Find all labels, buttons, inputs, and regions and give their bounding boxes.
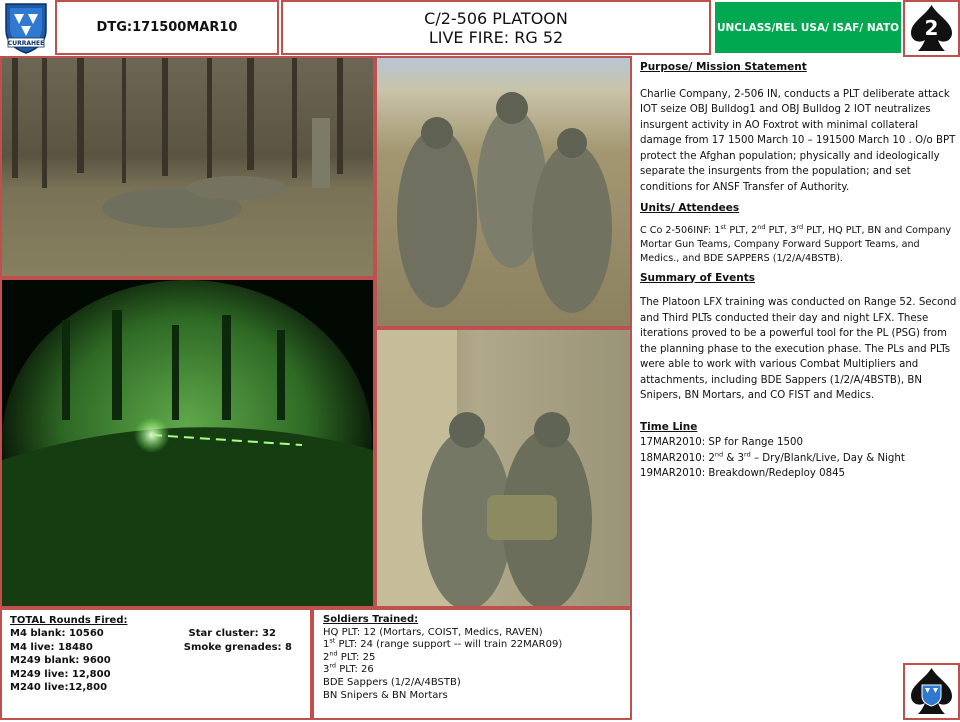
photo-soldiers-prone-firing	[0, 56, 375, 278]
spade-icon	[905, 2, 958, 55]
photo-night-vision-fire	[0, 278, 375, 608]
title-line-2: LIVE FIRE: RG 52	[428, 27, 564, 47]
soldiers-trained-box	[312, 608, 632, 720]
units-body: C Co 2-506INF: 1st PLT, 2nd PLT, 3rd PLT, HQ PLT, BN and Company Mortar Gun Teams, Company Forward Support Teams, and Medics., and BDE SAPPERS (1/2/A/4BSTB).	[640, 222, 952, 264]
photo-mortar-team	[375, 56, 632, 328]
bde-sappers: BDE Sappers (1/2/A/4BSTB)	[323, 676, 461, 688]
bn-snipers: BN Snipers & BN Mortars	[323, 689, 448, 701]
page-title-box	[281, 0, 711, 55]
rounds-fired-box	[0, 608, 312, 720]
timeline-line-1: 17MAR2010: SP for Range 1500	[640, 437, 803, 448]
plt-3: 3rd PLT: 26	[323, 662, 374, 676]
m249-live: M249 live: 12,800	[10, 668, 111, 680]
spade-number: 2	[924, 16, 939, 40]
units-heading: Units/ Attendees	[640, 202, 740, 214]
crest-motto: CURRAHEE	[7, 40, 45, 47]
spade-logo-top	[903, 0, 960, 57]
purpose-body: Charlie Company, 2-506 IN, conducts a PLT deliberate attack IOT seize OBJ Bulldog1 and OBJ Bulldog 2 IOT neutralizes insurgent activity in AO Foxtrot with minimal collateral damage from 17 1500 March 10 – 191500 March 10 . O/o BPT protect the Afghan population; physically and ideologically separate the insurgents from the population; and set conditions for ANSF Transfer of Authority.	[640, 88, 956, 193]
summary-heading: Summary of Events	[640, 271, 756, 284]
timeline-line-2: 18MAR2010: 2nd & 3rd – Dry/Blank/Live, Day & Night	[640, 450, 905, 464]
spade-crest-icon	[905, 665, 958, 718]
soldiers-heading: Soldiers Trained:	[323, 614, 419, 625]
m249-blank: M249 blank: 9600	[10, 655, 111, 667]
plt-1: 1st PLT: 24 (range support -- will train 22MAR09)	[323, 636, 563, 651]
timeline-heading: Time Line	[640, 420, 698, 433]
purpose-heading: Purpose/ Mission Statement	[640, 61, 807, 73]
m240-live: M240 live:12,800	[10, 682, 108, 694]
rounds-heading: TOTAL Rounds Fired:	[10, 615, 128, 626]
m4-live: M4 live: 18480	[10, 641, 93, 653]
photo-casualty-evacuation	[375, 328, 632, 608]
mission-text-column	[640, 60, 958, 482]
unit-crest-logo	[0, 0, 52, 55]
dtg-text: DTG:171500MAR10	[96, 20, 238, 35]
spade-crest-bottom	[903, 663, 960, 720]
crest-icon	[0, 0, 52, 55]
summary-body: The Platoon LFX training was conducted on Range 52. Second and Third PLTs conducted their day and night LFX. These iterations proved to be a powerful tool for the PL (PSG) from the planning phase to the execution phase. The PLs and PLTs were able to work with various Combat Multipliers and attachments, including BDE Sappers (1/2/A/4BSTB), BN Snipers, BN Mortars, and CO FIST and Medics.	[640, 297, 957, 401]
classification-banner	[715, 2, 901, 53]
timeline-line-3: 19MAR2010: Breakdown/Redeploy 0845	[640, 468, 846, 479]
star-cluster: Star cluster: 32	[188, 628, 276, 640]
plt-2: 2nd PLT: 25	[323, 649, 376, 663]
title-line-1: C/2-506 PLATOON	[424, 8, 568, 28]
m4-blank: M4 blank: 10560	[10, 628, 104, 640]
smoke-grenades: Smoke grenades: 8	[183, 641, 292, 653]
classification-text: UNCLASS/REL USA/ ISAF/ NATO	[716, 21, 900, 34]
dtg-label-box	[55, 0, 279, 55]
hq-plt: HQ PLT: 12 (Mortars, COIST, Medics, RAVEN)	[323, 626, 543, 638]
